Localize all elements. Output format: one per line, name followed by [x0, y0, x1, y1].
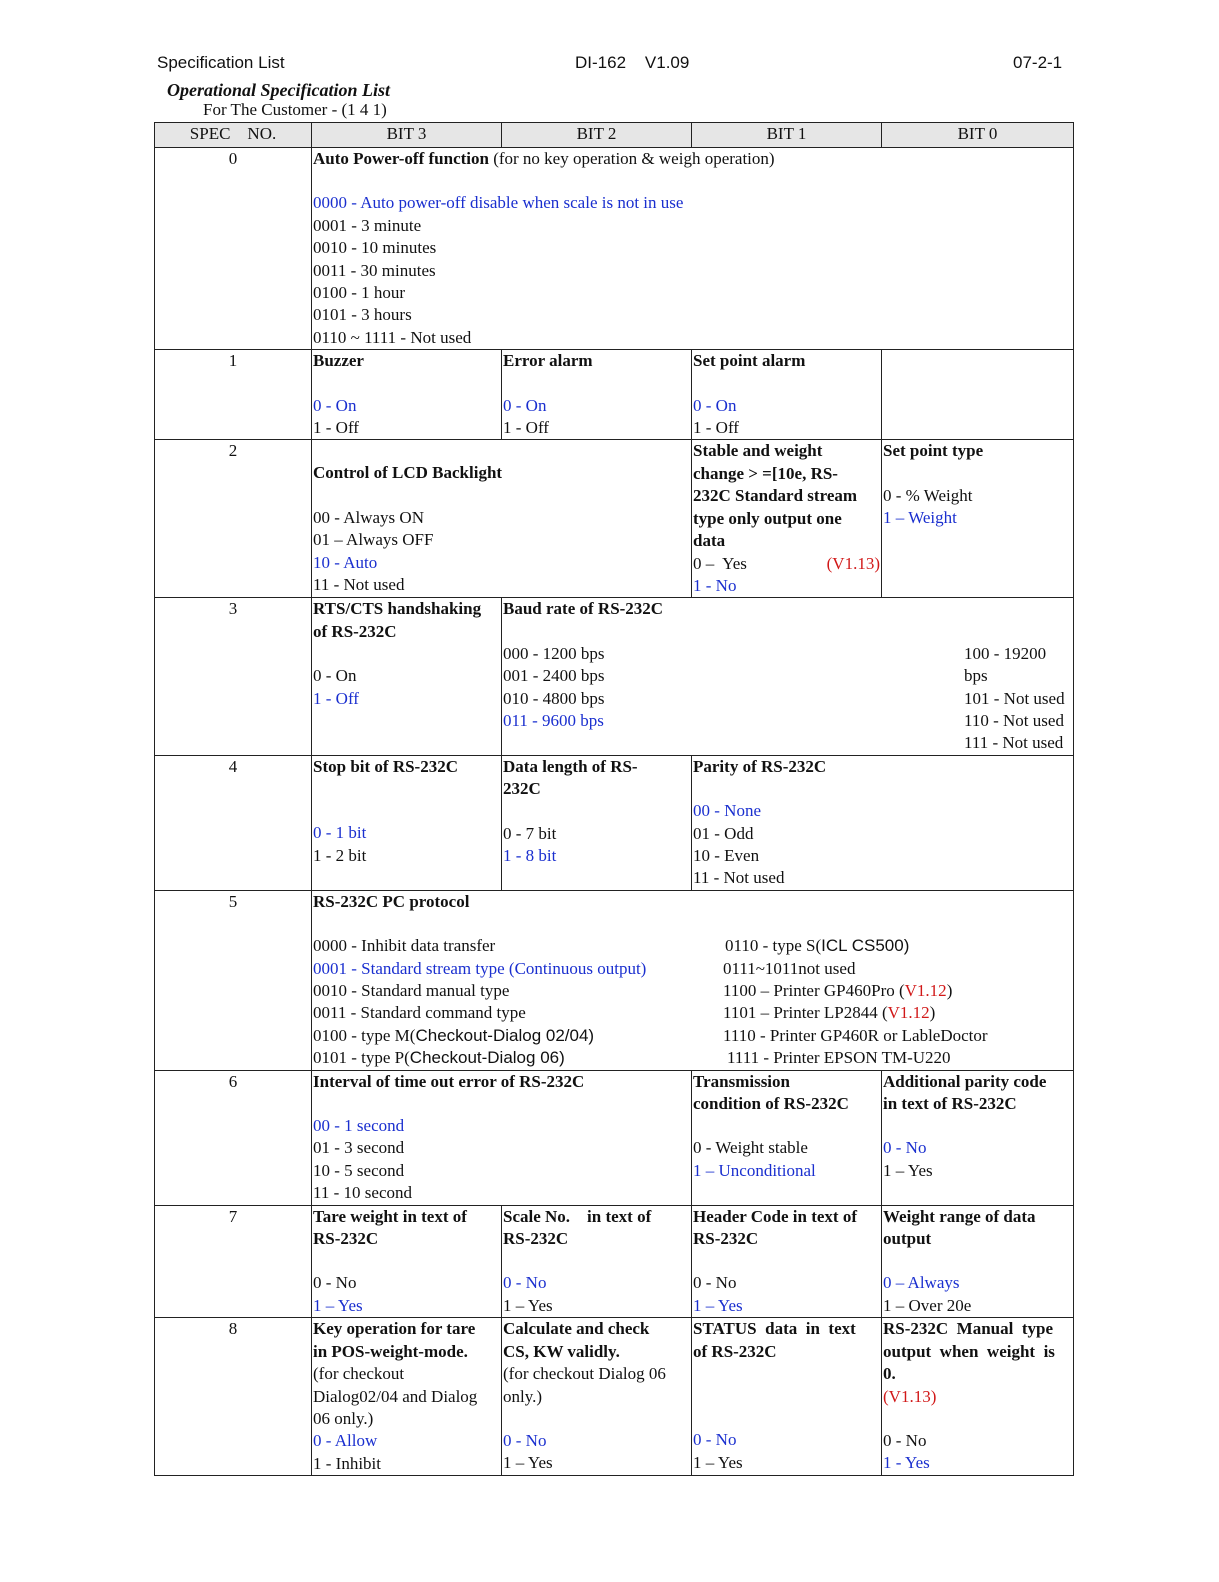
option-default: 1 - 8 bit: [503, 845, 557, 865]
spec-title-line: output: [883, 1229, 932, 1249]
option-default: 0 – Always: [883, 1273, 960, 1293]
option-default: 0 - No: [883, 1138, 927, 1158]
spec-title-line: of RS-232C: [693, 1341, 777, 1361]
header-left: Specification List: [157, 53, 285, 72]
spec-cell: [502, 1205, 692, 1318]
spec-cell: [882, 1205, 1074, 1318]
option: 1 - Off: [503, 418, 549, 438]
option: 001 - 2400 bps: [503, 666, 605, 686]
spec-title-line: STATUS data in text: [693, 1319, 856, 1339]
option: 0111~1011not used: [723, 958, 856, 978]
spec-title-line: 232C Standard stream: [693, 486, 858, 506]
option: 1 - Off: [313, 418, 359, 438]
option: 0 - No: [313, 1273, 357, 1293]
option: 11 - Not used: [313, 575, 405, 595]
spec-no: 8: [155, 1318, 312, 1476]
option-text: Checkout-Dialog 06): [409, 1048, 565, 1068]
option: 0 - On: [313, 666, 357, 686]
option-text: 1101 – Printer LP2844 (: [723, 1003, 888, 1023]
option-default: 0 - No: [503, 1430, 547, 1450]
spec-note: (for checkout: [313, 1364, 405, 1384]
spec-no: 2: [155, 440, 312, 598]
spec-no: 0: [155, 148, 312, 350]
spec-title-line: Stable and weight: [693, 441, 823, 461]
table-row: [155, 598, 1074, 755]
option: 1 – Over 20e: [883, 1295, 972, 1315]
option-default: 0 - No: [503, 1273, 547, 1293]
option-default: 1 – Unconditional: [693, 1160, 816, 1180]
spec-title: Error alarm: [503, 351, 593, 371]
option: 0 - 7 bit: [503, 823, 557, 843]
option: 0100 - 1 hour: [313, 283, 406, 303]
option-default: 0 - On: [693, 395, 737, 415]
spec-title-line: RS-232C Manual type: [883, 1319, 1054, 1339]
spec-note: 06 only.): [313, 1408, 374, 1428]
table-row: [155, 1318, 1074, 1476]
option: 0 – Yes: [693, 553, 747, 573]
header-center: DI-162 V1.09: [575, 53, 690, 72]
option: 0 - Weight stable: [693, 1138, 808, 1158]
table-row: [155, 350, 1074, 440]
spec-no: 3: [155, 598, 312, 755]
spec-cell: [312, 1205, 502, 1318]
option-default: 0 - No: [693, 1430, 737, 1450]
option-default: 00 - None: [693, 801, 761, 821]
spec-cell: [312, 890, 1074, 1070]
col-bit3: BIT 3: [312, 123, 502, 148]
table-row: [155, 755, 1074, 890]
option: 1111 - Printer EPSON TM-U220: [727, 1048, 951, 1068]
spec-title-line: in POS-weight-mode.: [313, 1341, 468, 1361]
option-text: 0110 - type S(: [725, 936, 822, 956]
spec-note: (for checkout Dialog 06: [503, 1364, 666, 1384]
option-text: 0101 - type P(: [313, 1048, 410, 1068]
option-text: 0100 - type M(: [313, 1025, 416, 1045]
option: 1 – Yes: [503, 1453, 553, 1473]
spec-cell: [312, 755, 502, 890]
option: 0000 - Inhibit data transfer: [313, 936, 496, 956]
option: 101 - Not used: [964, 688, 1065, 708]
spec-title-line: Weight range of data: [883, 1206, 1036, 1226]
option: 0101 - 3 hours: [313, 305, 412, 325]
spec-title: Baud rate of RS-232C: [503, 599, 664, 619]
spec-note: only.): [503, 1386, 543, 1406]
option-default: 00 - 1 second: [313, 1116, 405, 1136]
option-default: 0 - 1 bit: [313, 823, 367, 843]
spec-title: Parity of RS-232C: [693, 756, 827, 776]
spec-no: 1: [155, 350, 312, 440]
option: 111 - Not used: [964, 733, 1064, 753]
spec-title-line: RS-232C: [503, 1229, 569, 1249]
table-header-row: [155, 123, 1074, 148]
option: 0 - % Weight: [883, 485, 973, 505]
option: 11 - 10 second: [313, 1183, 412, 1203]
spec-cell: [502, 1318, 692, 1476]
option-default: 1 – Yes: [693, 1295, 743, 1315]
spec-cell-empty: [882, 350, 1074, 440]
spec-cell: [692, 1318, 882, 1476]
option-default: 1 - Off: [313, 688, 359, 708]
col-spec-no: SPEC NO.: [155, 123, 312, 148]
option: 0001 - 3 minute: [313, 215, 422, 235]
spec-cell: [312, 598, 502, 755]
spec-title-line: type only output one: [693, 508, 842, 528]
option: 000 - 1200 bps: [503, 643, 605, 663]
option: 010 - 4800 bps: [503, 688, 605, 708]
spec-title-line: output when weight is: [883, 1341, 1055, 1361]
spec-title-line: Key operation for tare: [313, 1319, 476, 1339]
spec-cell: [502, 755, 692, 890]
table-row: [155, 148, 1074, 350]
option: [723, 935, 988, 957]
option-text: ): [946, 981, 953, 1000]
spec-title: Set point type: [883, 441, 984, 461]
option: 0 - No: [883, 1430, 927, 1450]
spec-no: 4: [155, 755, 312, 890]
option: 1 - 2 bit: [313, 845, 367, 865]
spec-cell: [692, 350, 882, 440]
spec-cell: [312, 148, 1074, 350]
option: 100 - 19200 bps: [964, 643, 1047, 686]
revision-tag: V1.12: [887, 1003, 930, 1023]
spec-title-line: Calculate and check: [503, 1319, 650, 1339]
spec-title-line: Header Code in text of: [693, 1206, 857, 1226]
spec-title-line: in text of RS-232C: [883, 1094, 1017, 1114]
spec-title-line: of RS-232C: [313, 621, 397, 641]
spec-cell: [882, 1318, 1074, 1476]
option: 0110 ~ 1111 - Not used: [313, 327, 472, 347]
option: 0010 - Standard manual type: [313, 981, 510, 1000]
option-default: 10 - Auto: [313, 552, 378, 572]
spec-title-line: 232C: [503, 779, 541, 799]
spec-cell: [692, 1070, 882, 1205]
option: 00 - Always ON: [313, 507, 424, 527]
col-bit2: BIT 2: [502, 123, 692, 148]
spec-title-line: Scale No. in text of: [503, 1206, 652, 1226]
spec-title: Buzzer: [313, 351, 364, 371]
spec-title-line: Tare weight in text of: [313, 1206, 467, 1226]
spec-title: Stop bit of RS-232C: [313, 756, 458, 776]
spec-cell: [882, 1070, 1074, 1205]
spec-title-line: Additional parity code: [883, 1071, 1047, 1091]
spec-title-line: CS, KW validly.: [503, 1341, 620, 1361]
option-default: 0000 - Auto power-off disable when scale is not in use: [313, 193, 684, 213]
option: 0010 - 10 minutes: [313, 238, 437, 258]
spec-title-line: RS-232C: [313, 1229, 379, 1249]
option-default: 0 - Allow: [313, 1431, 378, 1451]
option-text: ): [929, 1003, 936, 1023]
option: 01 - Odd: [693, 823, 754, 843]
option: 0011 - Standard command type: [313, 1003, 526, 1023]
spec-title-line: change > =[10e, RS-: [693, 463, 838, 483]
option-default: 1 – Weight: [883, 508, 957, 528]
spec-title-line: RS-232C: [693, 1229, 759, 1249]
option: 1 - Off: [693, 418, 739, 438]
spec-title: Set point alarm: [693, 351, 806, 371]
option: 1 – Yes: [883, 1160, 933, 1180]
option: [723, 1002, 988, 1024]
spec-cell: [502, 350, 692, 440]
spec-title: RS-232C PC protocol: [313, 891, 470, 911]
spec-cell: [502, 598, 1074, 755]
spec-note: Dialog02/04 and Dialog: [313, 1386, 478, 1406]
option: [313, 1047, 723, 1069]
table-row: [155, 890, 1074, 1070]
option: 10 - 5 second: [313, 1160, 405, 1180]
option-default: 1 - No: [693, 575, 737, 595]
spec-cell: [312, 1070, 692, 1205]
option: 1 - Inhibit: [313, 1453, 381, 1473]
option-default: 1 – Yes: [313, 1295, 363, 1315]
spec-title-line: condition of RS-232C: [693, 1094, 849, 1114]
spec-title-line: data: [693, 531, 726, 551]
option: 1 – Yes: [503, 1295, 553, 1315]
spec-title: Auto Power-off function: [313, 149, 489, 168]
option: [313, 1025, 723, 1047]
spec-no: 6: [155, 1070, 312, 1205]
spec-title-line: Data length of RS-: [503, 756, 638, 776]
table-row: [155, 1205, 1074, 1318]
option: 0011 - 30 minutes: [313, 260, 436, 280]
spec-cell: [692, 440, 882, 598]
spec-cell: [882, 440, 1074, 598]
option: 01 - 3 second: [313, 1138, 405, 1158]
spec-title-line: Transmission: [693, 1071, 790, 1091]
spec-title-line: 0.: [883, 1364, 896, 1384]
spec-title: Control of LCD Backlight: [313, 463, 503, 483]
spec-cell: [692, 755, 1074, 890]
header-right: 07-2-1: [1013, 53, 1063, 72]
option: 110 - Not used: [964, 710, 1064, 730]
option: 11 - Not used: [693, 868, 785, 888]
spec-no: 7: [155, 1205, 312, 1318]
table-row: [155, 440, 1074, 598]
revision-tag: (V1.13): [883, 1386, 937, 1406]
option-text: Checkout-Dialog 02/04): [415, 1025, 595, 1045]
option: 0 - No: [693, 1273, 737, 1293]
spec-cell: [312, 440, 692, 598]
option-default: 011 - 9600 bps: [503, 710, 604, 730]
option: 10 - Even: [693, 845, 760, 865]
spec-title-line: RTS/CTS handshaking: [313, 599, 482, 619]
option: 01 – Always OFF: [313, 530, 434, 550]
option-default: 0 - On: [313, 395, 357, 415]
revision-tag: (V1.13): [826, 553, 880, 573]
option: [723, 980, 988, 1002]
spec-title: Interval of time out error of RS-232C: [313, 1071, 585, 1091]
col-bit0: BIT 0: [882, 123, 1074, 148]
spec-cell: [312, 350, 502, 440]
option-text: ICL CS500): [821, 936, 910, 956]
spec-no: 5: [155, 890, 312, 1070]
spec-table: [154, 122, 1074, 1476]
option: 1 – Yes: [693, 1452, 743, 1472]
document-title: Operational Specification List: [167, 80, 390, 100]
option: 1110 - Printer GP460R or LableDoctor: [723, 1025, 988, 1045]
document-subtitle: For The Customer - (1 4 1): [203, 100, 387, 119]
spec-title-note: (for no key operation & weigh operation): [488, 149, 775, 168]
col-bit1: BIT 1: [692, 123, 882, 148]
spec-cell: [312, 1318, 502, 1476]
option-default: 1 - Yes: [883, 1453, 930, 1473]
option-default: 0001 - Standard stream type (Continuous output): [313, 958, 647, 978]
option-default: 0 - On: [503, 395, 547, 415]
table-row: [155, 1070, 1074, 1205]
revision-tag: V1.12: [904, 981, 947, 1000]
option-text: 1100 – Printer GP460Pro (: [723, 981, 905, 1000]
spec-cell: [692, 1205, 882, 1318]
